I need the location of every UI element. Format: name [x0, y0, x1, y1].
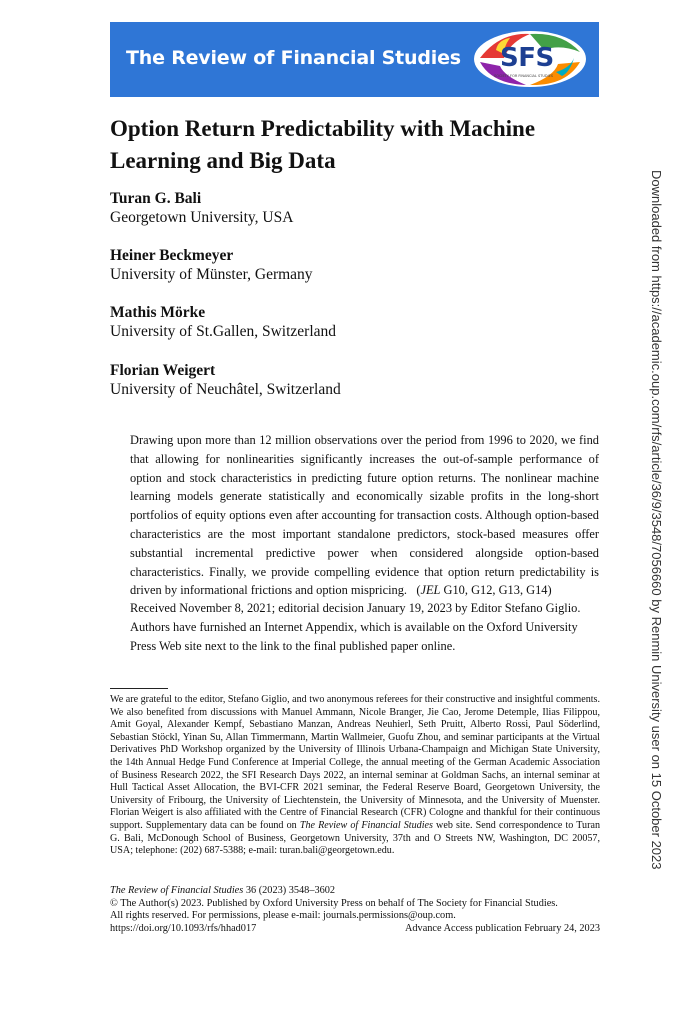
doi-link[interactable]: https://doi.org/10.1093/rfs/hhad017	[110, 922, 257, 934]
author-block	[110, 361, 590, 400]
acknowledgement-footnote	[110, 694, 600, 858]
author-affiliation: Georgetown University, USA	[110, 209, 294, 226]
rights-line: All rights reserved. For permissions, please e-mail: journals.permissions@oup.com.	[110, 910, 456, 922]
pubinfo-journal: The Review of Financial Studies	[110, 885, 244, 896]
publication-info	[110, 885, 600, 936]
footnote-part1: We are grateful to the editor, Stefano Giglio, and two anonymous referees for their constructive and insightful comments. We also benefited from discussions with Manuel Ammann, Nicole Branger, Jie Cao, Jerome Detemple, Ilias Filippou, Amit Goyal, Alexander Kempf, Sebastiano Manzan, Andreas Neuhierl, Seth Pruitt, Alberto Rossi, Paul Söderlind, Sebastian Stöckl, Yinan Su, Allan Timmermann, Martin Wallmeier, Guofu Zhou, and seminar participants at the Virtual Derivatives PhD Workshop organized by the University of Illinois Urbana-Champaign and Michigan State University, the 14th Annual Hedge Fund Conference at Imperial College, the annual meeting of the German Academic Association of Business Research 2022, the SFI Research Days 2022, an internal seminar at Goldman Sachs, an internal seminar at Hull Tactical Asset Allocation, the BVI-CFR 2021 seminar, the Federal Reserve Board, Georgetown University, the University of Fribourg, the University of Liechtenstein, the University of Minnesota, and the University of Muenster. Florian Weigert is also affiliated with the Centre of Financial Research (CFR) Cologne and thankful for their continuous support. Supplementary data can be found on	[110, 694, 600, 831]
author-block	[110, 246, 590, 285]
received-note: Received November 8, 2021; editorial decision January 19, 2023 by Editor Stefano Giglio. Authors have furnished an Internet Appendix, which is available on the Oxford University Press Web site next to the link to the final published paper online.	[130, 601, 581, 653]
jel-label: JEL	[420, 583, 441, 598]
sfs-logo	[470, 28, 590, 90]
footnote-part2: web site. Send correspondence to Turan G. Bali, McDonough School of Business, Georgetown University, 37th and O Streets NW, Washington, DC 20057, USA; telephone: (202) 687-5388; e-mail: turan.bali@georgetown.edu.	[110, 819, 600, 857]
abstract-text: Drawing upon more than 12 million observations over the period from 1996 to 2020, we find that allowing for nonlinearities significantly increases the out-of-sample performance of option and stock characteristics in predicting future option returns. The nonlinear machine learning models generate statistically and economically sizable profits in the long-short portfolios of equity options even after accounting for transaction costs. Although option-based characteristics are the most important standalone predictors, stock-based measures offer substantial incremental predictive power when considered alongside option-based characteristics. Finally, we provide compelling evidence that option return predictability is driven by informational frictions and option mispricing.	[130, 433, 599, 598]
abstract: Drawing upon more than 12 million observations over the period from 1996 to 2020, we find that allowing for nonlinearities significantly increases the out-of-sample performance of option and stock characteristics in predicting future option returns. The nonlinear machine learning models generate statistically and economically sizable profits in the long-short portfolios of equity options even after accounting for transaction costs. Although option-based characteristics are the most important standalone predictors, stock-based measures offer substantial incremental predictive power when considered alongside option-based characteristics. Finally, we provide compelling evidence that option return predictability is driven by informational frictions and option mispricing. (JEL G10, G12, G13, G14)	[130, 433, 599, 598]
author-name: Florian Weigert	[110, 362, 216, 379]
download-watermark: Downloaded from https://academic.oup.com/rfs/article/36/9/3548/7056660 by Renmin University user on 15 October 2023	[649, 170, 664, 870]
logo-subtitle: SOCIETY FOR FINANCIAL STUDIES	[494, 74, 554, 78]
author-affiliation: University of St.Gallen, Switzerland	[110, 323, 336, 340]
advance-access: Advance Access publication February 24, 2023	[404, 922, 600, 934]
author-name: Heiner Beckmeyer	[110, 247, 234, 264]
paper-title: Option Return Predictability with Machine Learning and Big Data	[110, 116, 536, 173]
author-name: Turan G. Bali	[110, 190, 202, 207]
author-block	[110, 303, 590, 342]
jel-codes: G10, G12, G13, G14)	[443, 583, 552, 598]
pubinfo-volume: 36 (2023) 3548–3602	[245, 885, 336, 896]
author-block	[110, 189, 590, 228]
author-name: Mathis Mörke	[110, 304, 206, 321]
author-affiliation: University of Neuchâtel, Switzerland	[110, 381, 341, 398]
logo-text: SFS	[500, 43, 554, 73]
journal-name: The Review of Financial Studies	[126, 47, 461, 69]
journal-banner	[110, 22, 599, 97]
copyright-line: © The Author(s) 2023. Published by Oxford University Press on behalf of The Society for Financial Studies.	[110, 897, 558, 909]
author-affiliation: University of Münster, Germany	[110, 266, 313, 283]
footnote-divider	[110, 688, 168, 689]
footnote-journal: The Review of Financial Studies	[299, 819, 433, 831]
